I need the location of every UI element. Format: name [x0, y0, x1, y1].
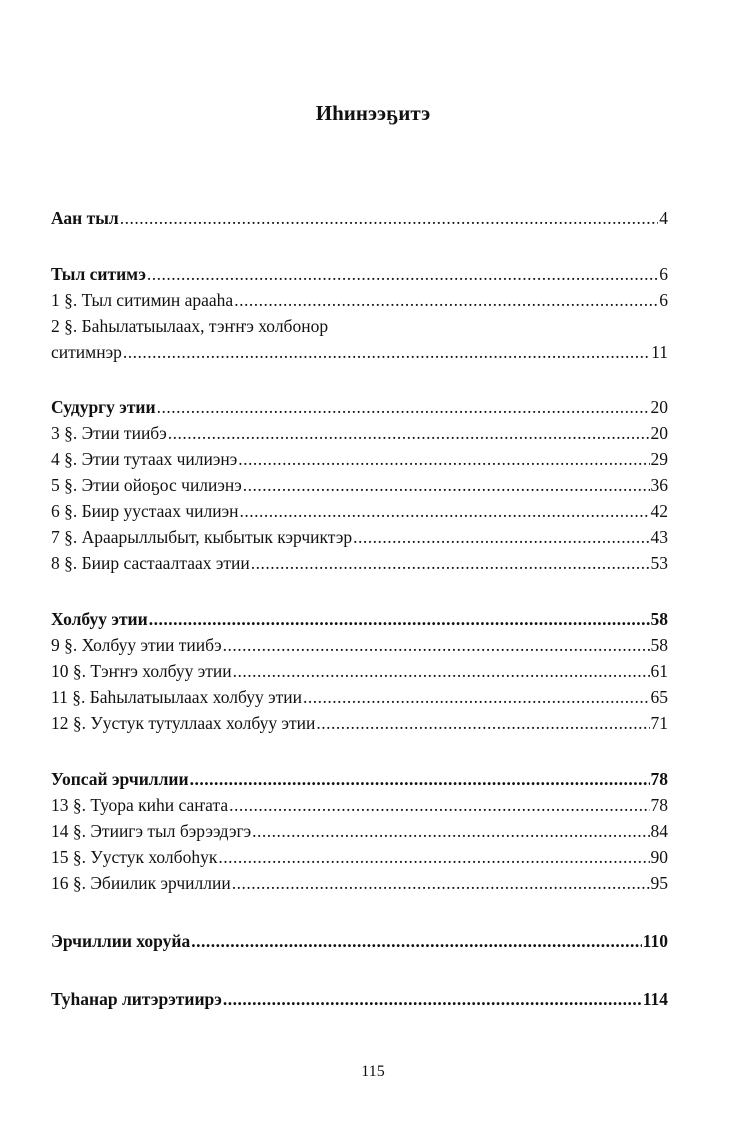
leader-dots	[123, 339, 650, 365]
toc-heading-literature	[51, 986, 668, 1012]
leader-dots	[252, 818, 649, 844]
toc-heading-label: Эрчиллии хоруйа	[51, 931, 191, 951]
leader-dots	[168, 420, 650, 446]
toc-page-number: 95	[650, 873, 668, 893]
leader-dots	[353, 524, 649, 550]
toc-page-number: 20	[650, 423, 668, 443]
toc-heading-general-exercises	[51, 766, 668, 792]
toc-page-number: 90	[650, 847, 668, 867]
leader-dots	[229, 792, 649, 818]
page-number: 115	[361, 1063, 385, 1080]
leader-dots	[191, 928, 641, 954]
toc-page-number: 20	[650, 397, 668, 417]
toc-item	[51, 339, 668, 365]
toc-page-number: 78	[650, 795, 668, 815]
toc-heading-label: Туhанар литэрэтиирэ	[51, 989, 222, 1009]
toc-page-number: 6	[659, 264, 668, 284]
toc-heading-compound-sentence	[51, 606, 668, 632]
toc-item	[51, 684, 668, 710]
toc-heading-word-links	[51, 261, 668, 287]
page-title: Иhинээҕитэ	[315, 101, 431, 125]
toc-page-number: 65	[650, 687, 668, 707]
leader-dots	[157, 394, 650, 420]
toc-page-number: 36	[650, 475, 668, 495]
toc-item-label: 9 §. Холбуу этии тиибэ	[51, 635, 222, 655]
toc-item	[51, 632, 668, 658]
toc-page-number: 6	[659, 290, 668, 310]
toc-page-number: 110	[642, 931, 668, 951]
leader-dots	[190, 766, 650, 792]
toc-item	[51, 446, 668, 472]
toc-item	[51, 420, 668, 446]
toc-item-label: 10 §. Тэҥҥэ холбуу этии	[51, 661, 232, 681]
toc-item-label: ситимнэр	[51, 342, 122, 362]
leader-dots	[147, 261, 658, 287]
leader-dots	[238, 446, 649, 472]
toc-page-number: 42	[650, 501, 668, 521]
toc-page-number: 58	[650, 609, 668, 629]
toc-page-number: 114	[642, 989, 668, 1009]
toc-item	[51, 710, 668, 736]
toc-item-label: 6 §. Биир уустаах чилиэн	[51, 501, 239, 521]
toc-item	[51, 287, 668, 313]
toc-item	[51, 550, 668, 576]
toc-heading-label: Тыл ситимэ	[51, 264, 146, 284]
toc-item-label: 14 §. Этиигэ тыл бэрээдэгэ	[51, 821, 252, 841]
toc-heading-label: Холбуу этии	[51, 609, 148, 629]
toc-heading-label: Уопсай эрчиллии	[51, 769, 189, 789]
toc-item-label: 13 §. Туора киhи саҥата	[51, 795, 229, 815]
leader-dots	[316, 710, 649, 736]
toc-heading-simple-sentence	[51, 394, 668, 420]
leader-dots	[303, 684, 650, 710]
toc-page-number: 58	[650, 635, 668, 655]
leader-dots	[251, 550, 650, 576]
leader-dots	[223, 632, 650, 658]
toc-item-label: 3 §. Этии тиибэ	[51, 423, 167, 443]
leader-dots	[223, 986, 642, 1012]
toc-item-label: 11 §. Баhылатыылаах холбуу этии	[51, 687, 302, 707]
toc-heading-label: Судургу этии	[51, 397, 156, 417]
toc-item	[51, 818, 668, 844]
toc-page-number: 71	[650, 713, 668, 733]
toc-item-label: 16 §. Эбиилик эрчиллии	[51, 873, 231, 893]
toc-item-label: 8 §. Биир састаалтаах этии	[51, 553, 250, 573]
toc-page-number: 4	[659, 208, 668, 228]
leader-dots	[120, 205, 659, 231]
toc-item-label: 5 §. Этии ойоҕос чилиэнэ	[51, 475, 242, 495]
toc-item-label-line1: 2 §. Баhылатыылаах, тэҥҥэ холбонор	[51, 316, 329, 336]
toc-item-label: 15 §. Уустук холбоhук	[51, 847, 218, 867]
toc-page-number: 84	[650, 821, 668, 841]
toc-heading-preface	[51, 205, 668, 231]
toc-item-label: 4 §. Этии тутаах чилиэнэ	[51, 449, 238, 469]
toc-item	[51, 870, 668, 896]
toc-item-label: 12 §. Уустук тутуллаах холбуу этии	[51, 713, 316, 733]
toc-heading-answers	[51, 928, 668, 954]
leader-dots	[232, 870, 650, 896]
leader-dots	[149, 606, 650, 632]
toc-item-label: 7 §. Араарыллыбыт, кыбытык кэрчиктэр	[51, 527, 353, 547]
leader-dots	[218, 844, 649, 870]
toc-page-number: 11	[651, 342, 668, 362]
table-of-contents	[51, 205, 668, 1012]
toc-page-number: 53	[650, 553, 668, 573]
toc-page-number: 61	[650, 661, 668, 681]
toc-item	[51, 498, 668, 524]
toc-item-label: 1 §. Тыл ситимин арааhа	[51, 290, 234, 310]
leader-dots	[234, 287, 658, 313]
leader-dots	[243, 472, 650, 498]
toc-item	[51, 472, 668, 498]
toc-heading-label: Аан тыл	[51, 208, 119, 228]
leader-dots	[233, 658, 650, 684]
toc-item	[51, 844, 668, 870]
toc-item	[51, 524, 668, 550]
toc-page-number: 78	[650, 769, 668, 789]
leader-dots	[239, 498, 649, 524]
toc-page-number: 29	[650, 449, 668, 469]
toc-item	[51, 658, 668, 684]
toc-item	[51, 792, 668, 818]
toc-page-number: 43	[650, 527, 668, 547]
